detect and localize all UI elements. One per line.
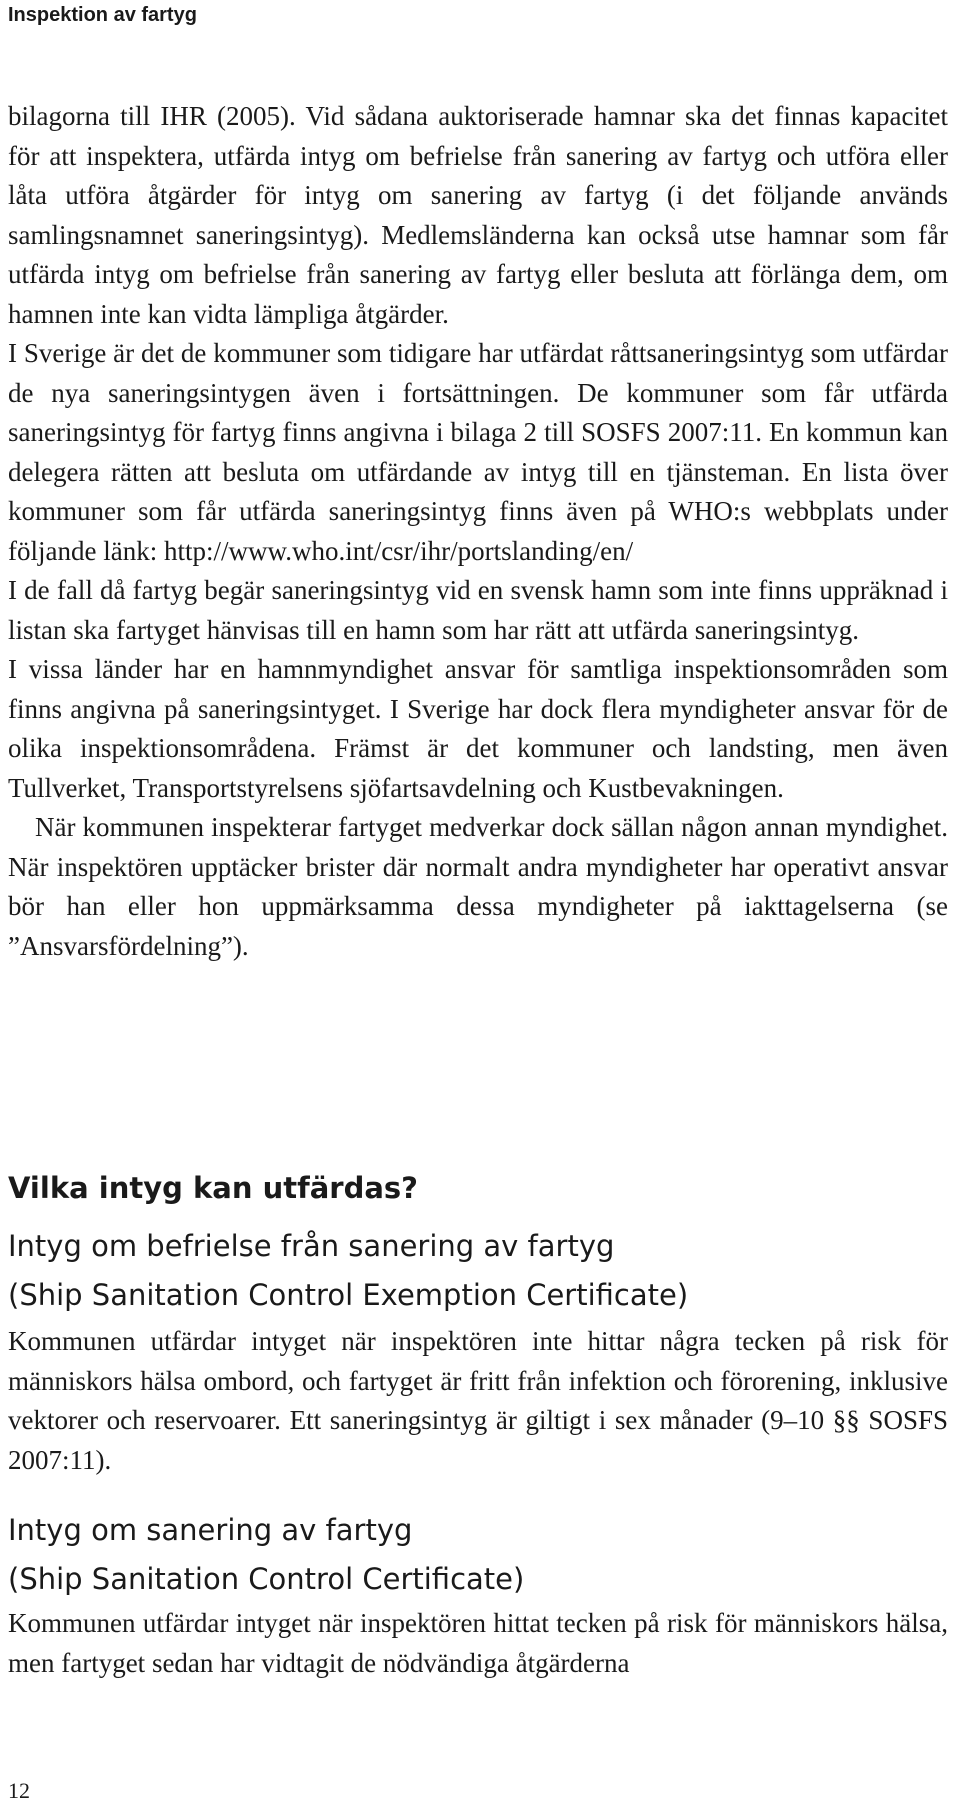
running-header: Inspektion av fartyg bbox=[8, 4, 197, 26]
control-certificate-text: Kommunen utfärdar intyget när inspektören hittat tecken på risk för människors hälsa, men fartyget sedan har vidtagit de nödvändiga åtgärderna bbox=[8, 1608, 948, 1678]
page-number: 12 bbox=[8, 1778, 30, 1803]
paragraph: När kommunen inspekterar fartyget medverkar dock sällan någon annan myndighet. När inspektören upptäcker brister där normalt andra myndigheter har operativt ansvar bör han eller hon uppmärksamma dessa myndigheter på iakttagelserna (se ”Ansvarsfördelning”). bbox=[8, 812, 948, 961]
section-heading: Vilka intyg kan utfärdas? bbox=[8, 1171, 418, 1205]
subheading-line: Intyg om sanering av fartyg bbox=[8, 1513, 413, 1547]
subheading-control-certificate bbox=[8, 1506, 948, 1604]
subheading-exemption-certificate bbox=[8, 1222, 948, 1320]
paragraph: bilagorna till IHR (2005). Vid sådana auktoriserade hamnar ska det finnas kapacitet för att inspektera, utfärda intyg om befrielse från sanering av fartyg och utföra eller låta utföra åtgärder för intyg om sanering av fartyg (i det följande används samlingsnamnet saneringsintyg). Medlemsländerna kan också utse hamnar som får utfärda intyg om befrielse från sanering av fartyg eller besluta att förlänga dem, om hamnen inte kan vidta lämpliga åtgärder. bbox=[8, 101, 948, 329]
subheading-line: Intyg om befrielse från sanering av fartyg bbox=[8, 1229, 615, 1263]
body-text bbox=[8, 97, 948, 966]
paragraph: I de fall då fartyg begär saneringsintyg vid en svensk hamn som inte finns uppräknad i listan ska fartyget hänvisas till en hamn som har rätt att utfärda saneringsintyg. bbox=[8, 575, 948, 645]
paragraph: I Sverige är det de kommuner som tidigare har utfärdat råttsaneringsintyg som utfärdar de nya saneringsintygen även i fortsättningen. De kommuner som får utfärda saneringsintyg för fartyg finns angivna i bilaga 2 till SOSFS 2007:11. En kommun kan delegera rätten att besluta om utfärdande av intyg till en tjänsteman. En lista över kommuner som får utfärda saneringsintyg finns även på WHO:s webbplats under följande länk: http://www.who.int/csr/ihr/portslanding/en/ bbox=[8, 338, 948, 566]
subheading-line: (Ship Sanitation Control Certificate) bbox=[8, 1562, 525, 1596]
paragraph: I vissa länder har en hamnmyndighet ansvar för samtliga inspektionsområden som finns angivna på saneringsintyget. I Sverige har dock flera myndigheter ansvar för de olika inspektionsområdena. Främst är det kommuner och landsting, men även Tullverket, Transportstyrelsens sjöfartsavdelning och Kustbevakningen. bbox=[8, 654, 948, 803]
exemption-certificate-text: Kommunen utfärdar intyget när inspektören inte hittar några tecken på risk för människors hälsa ombord, och fartyget är fritt från infektion och förorening, inklusive vektorer och reservoarer. Ett saneringsintyg är giltigt i sex månader (9–10 §§ SOSFS 2007:11). bbox=[8, 1326, 948, 1475]
subheading-line: (Ship Sanitation Control Exemption Certificate) bbox=[8, 1278, 689, 1312]
